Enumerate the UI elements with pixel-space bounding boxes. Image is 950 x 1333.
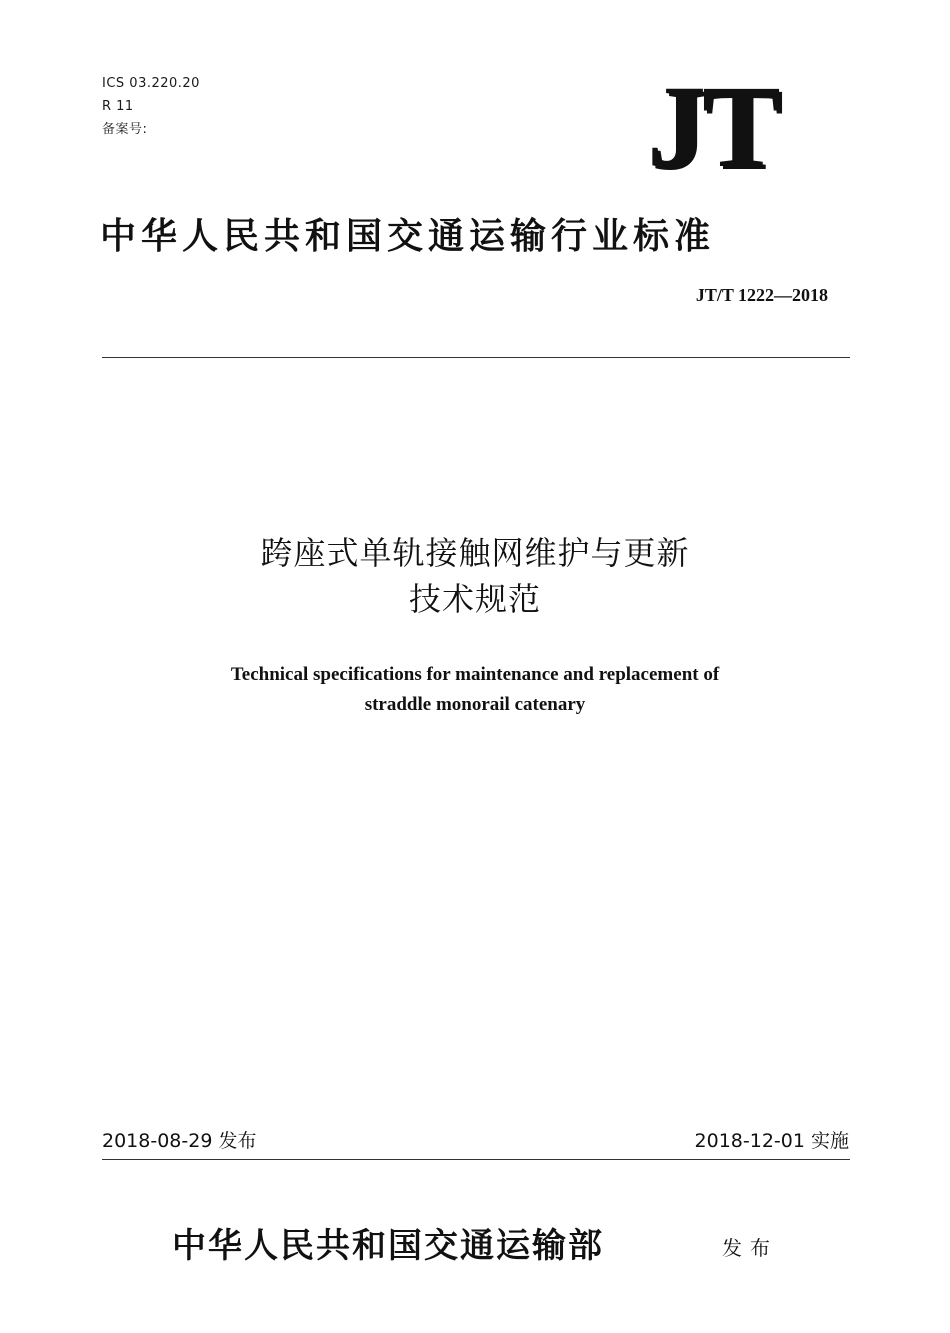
english-title-line2: straddle monorail catenary	[364, 694, 586, 715]
implementation-date: 2018-12-01 实施	[694, 1130, 849, 1152]
standard-number: JT/T 1222—2018	[695, 285, 828, 305]
english-title	[0, 660, 950, 720]
standard-category-title: 中华人民共和国交通运输行业标准	[100, 216, 716, 257]
english-title-line1: Technical specifications for maintenance and replacement of	[230, 664, 720, 685]
ics-code: ICS 03.220.20	[102, 76, 200, 91]
publish-date: 2018-08-29 发布	[102, 1130, 257, 1152]
jt-logo-text: JT	[647, 61, 777, 192]
filing-number-label: 备案号:	[102, 122, 148, 137]
bottom-divider	[102, 1159, 850, 1160]
chinese-title	[0, 530, 950, 622]
top-divider	[102, 357, 850, 358]
chinese-title-line2: 技术规范	[408, 580, 541, 618]
issue-label: 发布	[722, 1236, 778, 1260]
jt-logo	[620, 61, 804, 192]
ccs-code: R 11	[102, 99, 134, 114]
issuing-authority: 中华人民共和国交通运输部	[172, 1226, 604, 1266]
chinese-title-line1: 跨座式单轨接触网维护与更新	[260, 534, 690, 572]
